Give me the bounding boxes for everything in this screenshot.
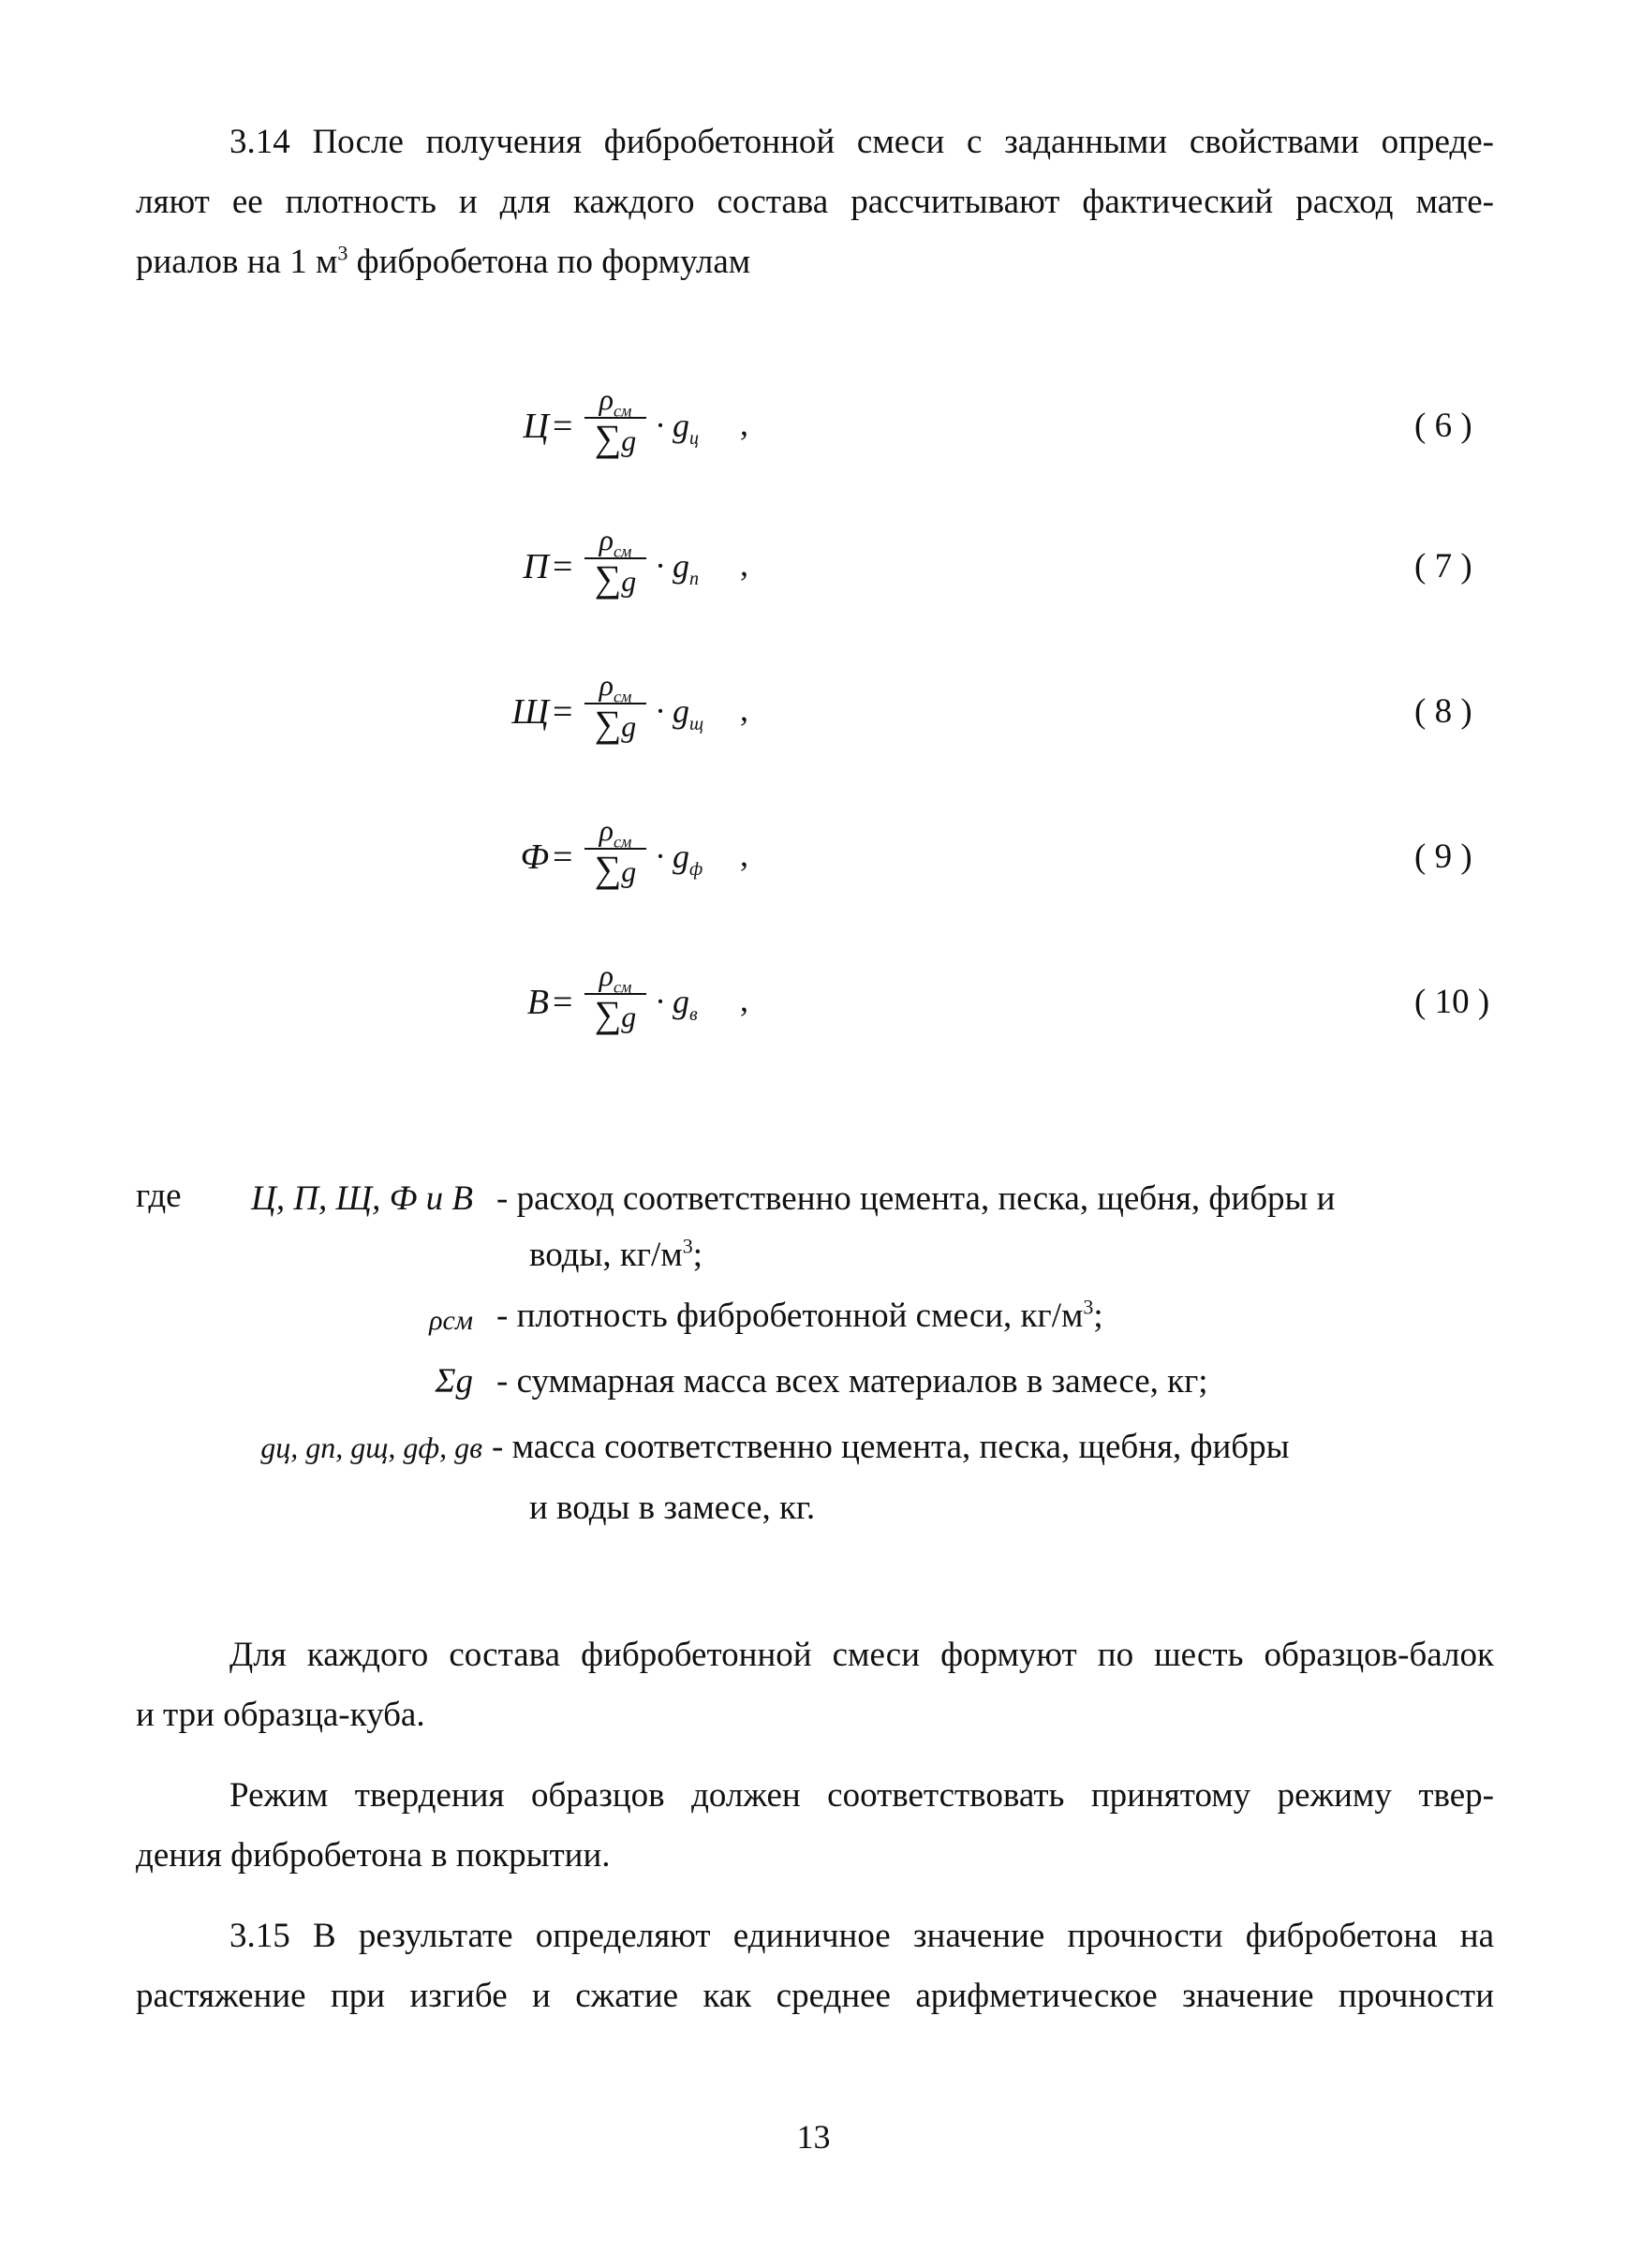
formula-equals: = bbox=[553, 838, 573, 877]
formula-comma: , bbox=[740, 690, 748, 728]
fraction-denominator: ∑g bbox=[594, 848, 637, 890]
formula-lhs: Ц bbox=[523, 407, 549, 446]
formula-fraction bbox=[583, 522, 648, 599]
equation-number: ( 7 ) bbox=[1414, 547, 1472, 586]
formula-equals: = bbox=[553, 983, 573, 1022]
text-run: - плотность фибробетонной смеси, кг/м bbox=[496, 1297, 1084, 1335]
text-run: ; bbox=[692, 1236, 703, 1274]
formula-rhs: · $g_в$ bbox=[656, 983, 698, 1026]
formula-equals: = bbox=[553, 407, 573, 446]
legend-symbol: gц, gп, gщ, gф, gв bbox=[260, 1430, 482, 1464]
paragraph-line: растяжение при изгибе и сжатие как среднее арифметическое значение прочности bbox=[136, 1977, 1494, 2015]
formula-comma: , bbox=[740, 545, 748, 583]
fraction-numerator: $\rho_{см}$ bbox=[599, 523, 632, 561]
paragraph-line: дения фибробетона в покрытии. bbox=[136, 1836, 611, 1875]
legend-symbol: ρсм bbox=[429, 1305, 473, 1336]
fraction-numerator: $\rho_{см}$ bbox=[599, 668, 632, 706]
legend-symbol: Ц, П, Щ, Ф и В bbox=[251, 1179, 473, 1218]
equation-number: ( 10 ) bbox=[1414, 983, 1490, 1021]
fraction-numerator: $\rho_{см}$ bbox=[599, 382, 632, 421]
formula-equals: = bbox=[553, 547, 573, 586]
formula-lhs: Ф bbox=[520, 838, 549, 877]
formula bbox=[523, 370, 927, 473]
formula-equals: = bbox=[553, 692, 573, 732]
text-run: воды, кг/м bbox=[529, 1236, 683, 1274]
text-run: риалов на 1 м bbox=[136, 243, 338, 281]
paragraph-line: Режим твердения образцов должен соответствовать принятому режиму твер- bbox=[229, 1776, 1494, 1815]
paragraph-samples bbox=[136, 1625, 1494, 1745]
formula-rhs: · $g_ц$ bbox=[656, 407, 699, 450]
formula-rhs: · $g_ф$ bbox=[656, 838, 703, 881]
equation-number: ( 6 ) bbox=[1414, 407, 1472, 445]
formula-fraction bbox=[583, 381, 648, 458]
paragraph-line: 3.14 После получения фибробетонной смеси с заданными свойствами опреде- bbox=[229, 123, 1494, 161]
formula-rhs: · $g_щ$ bbox=[656, 692, 704, 735]
formula bbox=[511, 656, 927, 759]
fraction-numerator: $\rho_{см}$ bbox=[599, 958, 632, 997]
formula-fraction bbox=[583, 812, 648, 889]
legend-description: и воды в замесе, кг. bbox=[529, 1489, 816, 1527]
equation-number: ( 9 ) bbox=[1414, 838, 1472, 876]
formula bbox=[520, 801, 927, 904]
paragraph-line: и три образца-куба. bbox=[136, 1696, 425, 1734]
paragraph-3-15 bbox=[136, 1906, 1494, 2026]
equation-number: ( 8 ) bbox=[1414, 692, 1472, 731]
formula bbox=[523, 511, 927, 614]
formula-lhs: В bbox=[526, 983, 549, 1022]
fraction-denominator: ∑g bbox=[594, 417, 637, 459]
formula-comma: , bbox=[740, 836, 748, 873]
paragraph-line: 3.15 В результате определяют единичное значение прочности фибробетона на bbox=[229, 1917, 1494, 1955]
paragraph-regime bbox=[136, 1766, 1494, 1886]
legend-where-label: где bbox=[136, 1177, 182, 1215]
paragraph-line bbox=[136, 232, 1494, 292]
page-number: 13 bbox=[796, 2118, 831, 2156]
formula bbox=[526, 946, 927, 1049]
superscript: 3 bbox=[337, 241, 348, 265]
formula-comma: , bbox=[740, 405, 748, 442]
superscript: 3 bbox=[1083, 1295, 1094, 1319]
paragraph-line: Для каждого состава фибробетонной смеси формуют по шесть образцов-балок bbox=[229, 1636, 1494, 1674]
fraction-numerator: $\rho_{см}$ bbox=[599, 813, 632, 852]
fraction-denominator: ∑g bbox=[594, 703, 637, 745]
fraction-denominator: ∑g bbox=[594, 993, 637, 1035]
formula-fraction bbox=[583, 667, 648, 744]
legend-description: - суммарная масса всех материалов в замесе, кг; bbox=[496, 1362, 1208, 1401]
legend-description: - масса соответственно цемента, песка, щебня, фибры bbox=[492, 1428, 1290, 1466]
formula-lhs: Щ bbox=[511, 692, 549, 732]
legend-description: - расход соответственно цемента, песка, щебня, фибры и bbox=[496, 1179, 1336, 1218]
legend-description bbox=[496, 1288, 1103, 1344]
formula-rhs: · $g_п$ bbox=[656, 547, 699, 590]
formula-lhs: П bbox=[523, 547, 549, 586]
formula-comma: , bbox=[740, 981, 748, 1018]
fraction-denominator: ∑g bbox=[594, 557, 637, 600]
formula-fraction bbox=[583, 957, 648, 1034]
paragraph-line: ляют ее плотность и для каждого состава рассчитывают фактический расход мате- bbox=[136, 183, 1494, 221]
legend-symbol: Σg bbox=[435, 1362, 473, 1401]
text-run: фибробетона по формулам bbox=[348, 243, 751, 281]
legend-description bbox=[529, 1227, 703, 1283]
paragraph-3-14 bbox=[136, 112, 1494, 292]
superscript: 3 bbox=[682, 1234, 693, 1258]
text-run: ; bbox=[1093, 1297, 1103, 1335]
